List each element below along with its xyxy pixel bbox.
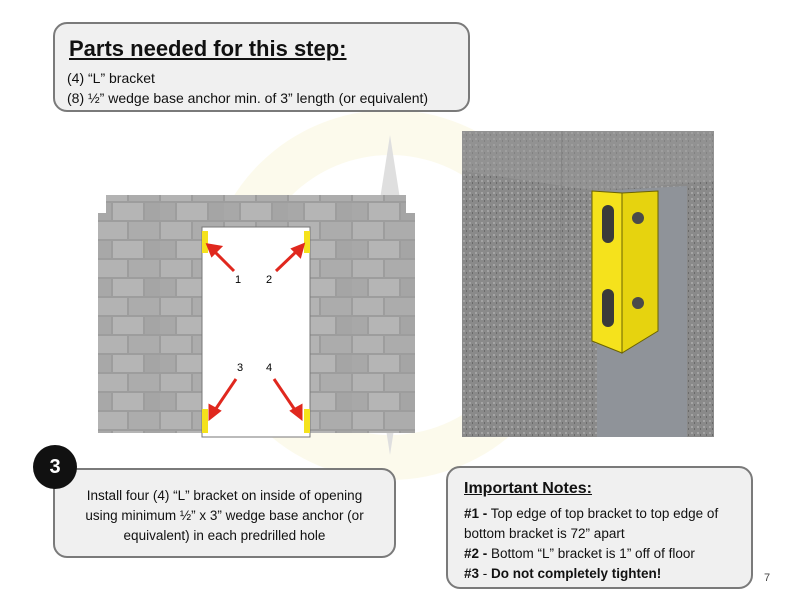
bracket-2 [304,231,310,253]
block-wall-illustration [96,183,416,438]
notes-title: Important Notes: [464,480,592,497]
parts-item-brackets: (4) “L” bracket [67,70,155,86]
note-2-text: Bottom “L” bracket is 1” off of floor [487,546,695,561]
note-2-number: #2 - [464,546,488,561]
callout-1: 1 [235,274,242,286]
callout-3: 3 [237,362,244,374]
note-3-bold-text: Do not completely tighten! [491,566,662,581]
callout-4: 4 [266,362,273,374]
note-1 [458,504,741,544]
callout-2: 2 [266,274,273,286]
note-3-number: #3 [464,566,480,581]
bracket-3 [202,409,208,433]
note-1-text: Top edge of top bracket to top edge of bottom bracket is 72” apart [464,506,719,541]
page-number: 7 [764,572,771,584]
bracket-4 [304,409,310,433]
note-3 [458,564,741,584]
note-2 [458,544,741,564]
step-instruction-text: Install four (4) “L” bracket on inside of opening using minimum ½” x 3” wedge base anchor (or equivalent) in each predrilled hole [85,488,364,543]
parts-title: Parts needed for this step: [69,36,347,61]
note-1-number: #1 - [464,506,488,521]
step-number-badge: 3 [33,445,77,489]
note-3-separator: - [479,566,492,581]
parts-item-anchors: (8) ½” wedge base anchor min. of 3” length (or equivalent) [67,90,429,106]
bracket-closeup-illustration [462,131,714,437]
bracket-1 [202,231,208,253]
step-instruction-box [53,468,396,558]
important-notes-box [446,466,753,589]
parts-needed-box [53,22,470,112]
